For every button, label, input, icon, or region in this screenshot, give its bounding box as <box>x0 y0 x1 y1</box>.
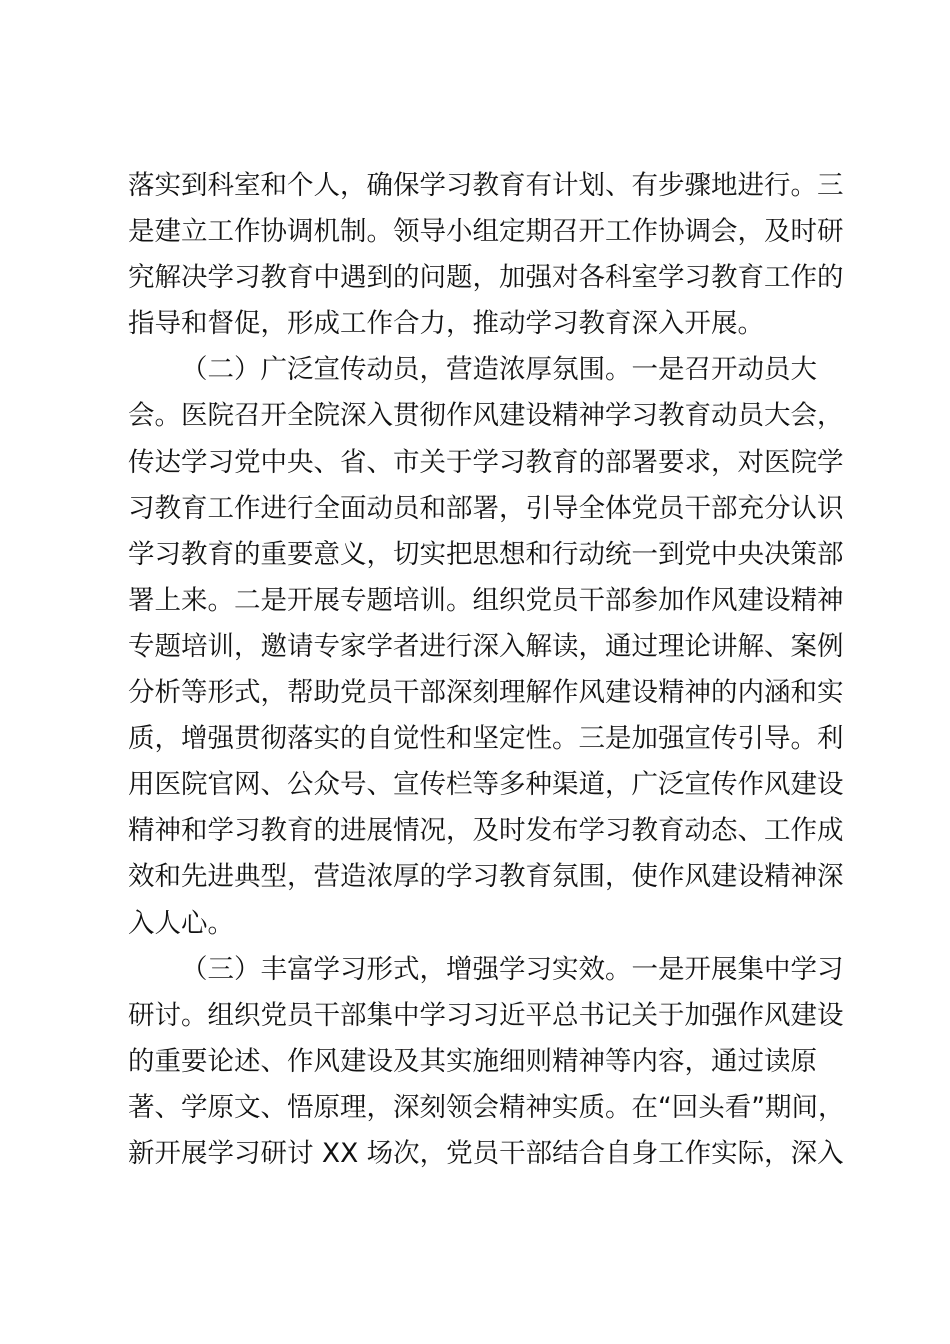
text-line: 分析等形式，帮助党员干部深刻理解作风建设精神的内涵和实 <box>128 677 844 709</box>
text-line: 效和先进典型，营造浓厚的学习教育氛围，使作风建设精神深 <box>128 861 844 893</box>
text-line: 指导和督促，形成工作合力，推动学习教育深入开展。 <box>128 308 764 340</box>
text-line: 会。医院召开全院深入贯彻作风建设精神学习教育动员大会， <box>128 400 844 432</box>
document-body <box>128 163 845 1177</box>
paragraph-heading-line: （二）广泛宣传动员，营造浓厚氛围。一是召开动员大 <box>181 354 817 386</box>
text-line: 究解决学习教育中遇到的问题，加强对各科室学习教育工作的 <box>128 262 844 294</box>
paragraph-heading-line: （三）丰富学习形式，增强学习实效。一是开展集中学习 <box>181 953 844 985</box>
text-line: 是建立工作协调机制。领导小组定期召开工作协调会，及时研 <box>128 216 844 248</box>
text-line: 精神和学习教育的进展情况，及时发布学习教育动态、工作成 <box>128 815 844 847</box>
text-line: 署上来。二是开展专题培训。组织党员干部参加作风建设精神 <box>128 584 844 616</box>
text-line: 的重要论述、作风建设及其实施细则精神等内容，通过读原 <box>128 1045 817 1077</box>
text-line: 质，增强贯彻落实的自觉性和坚定性。三是加强宣传引导。利 <box>128 723 844 755</box>
text-line: 传达学习党中央、省、市关于学习教育的部署要求，对医院学 <box>128 446 844 478</box>
text-line: 著、学原文、悟原理，深刻领会精神实质。在“回头看”期间， <box>128 1091 845 1123</box>
text-line: 习教育工作进行全面动员和部署，引导全体党员干部充分认识 <box>128 492 844 524</box>
text-line: 研讨。组织党员干部集中学习习近平总书记关于加强作风建设 <box>128 999 844 1031</box>
text-line: 学习教育的重要意义，切实把思想和行动统一到党中央决策部 <box>128 538 844 570</box>
text-line: 专题培训，邀请专家学者进行深入解读，通过理论讲解、案例 <box>128 630 844 662</box>
text-line: 用医院官网、公众号、宣传栏等多种渠道，广泛宣传作风建设 <box>128 769 844 801</box>
text-line: 新开展学习研讨 XX 场次，党员干部结合自身工作实际，深入 <box>128 1137 844 1169</box>
text-line: 落实到科室和个人，确保学习教育有计划、有步骤地进行。三 <box>128 170 844 201</box>
text-line: 入人心。 <box>128 907 234 939</box>
